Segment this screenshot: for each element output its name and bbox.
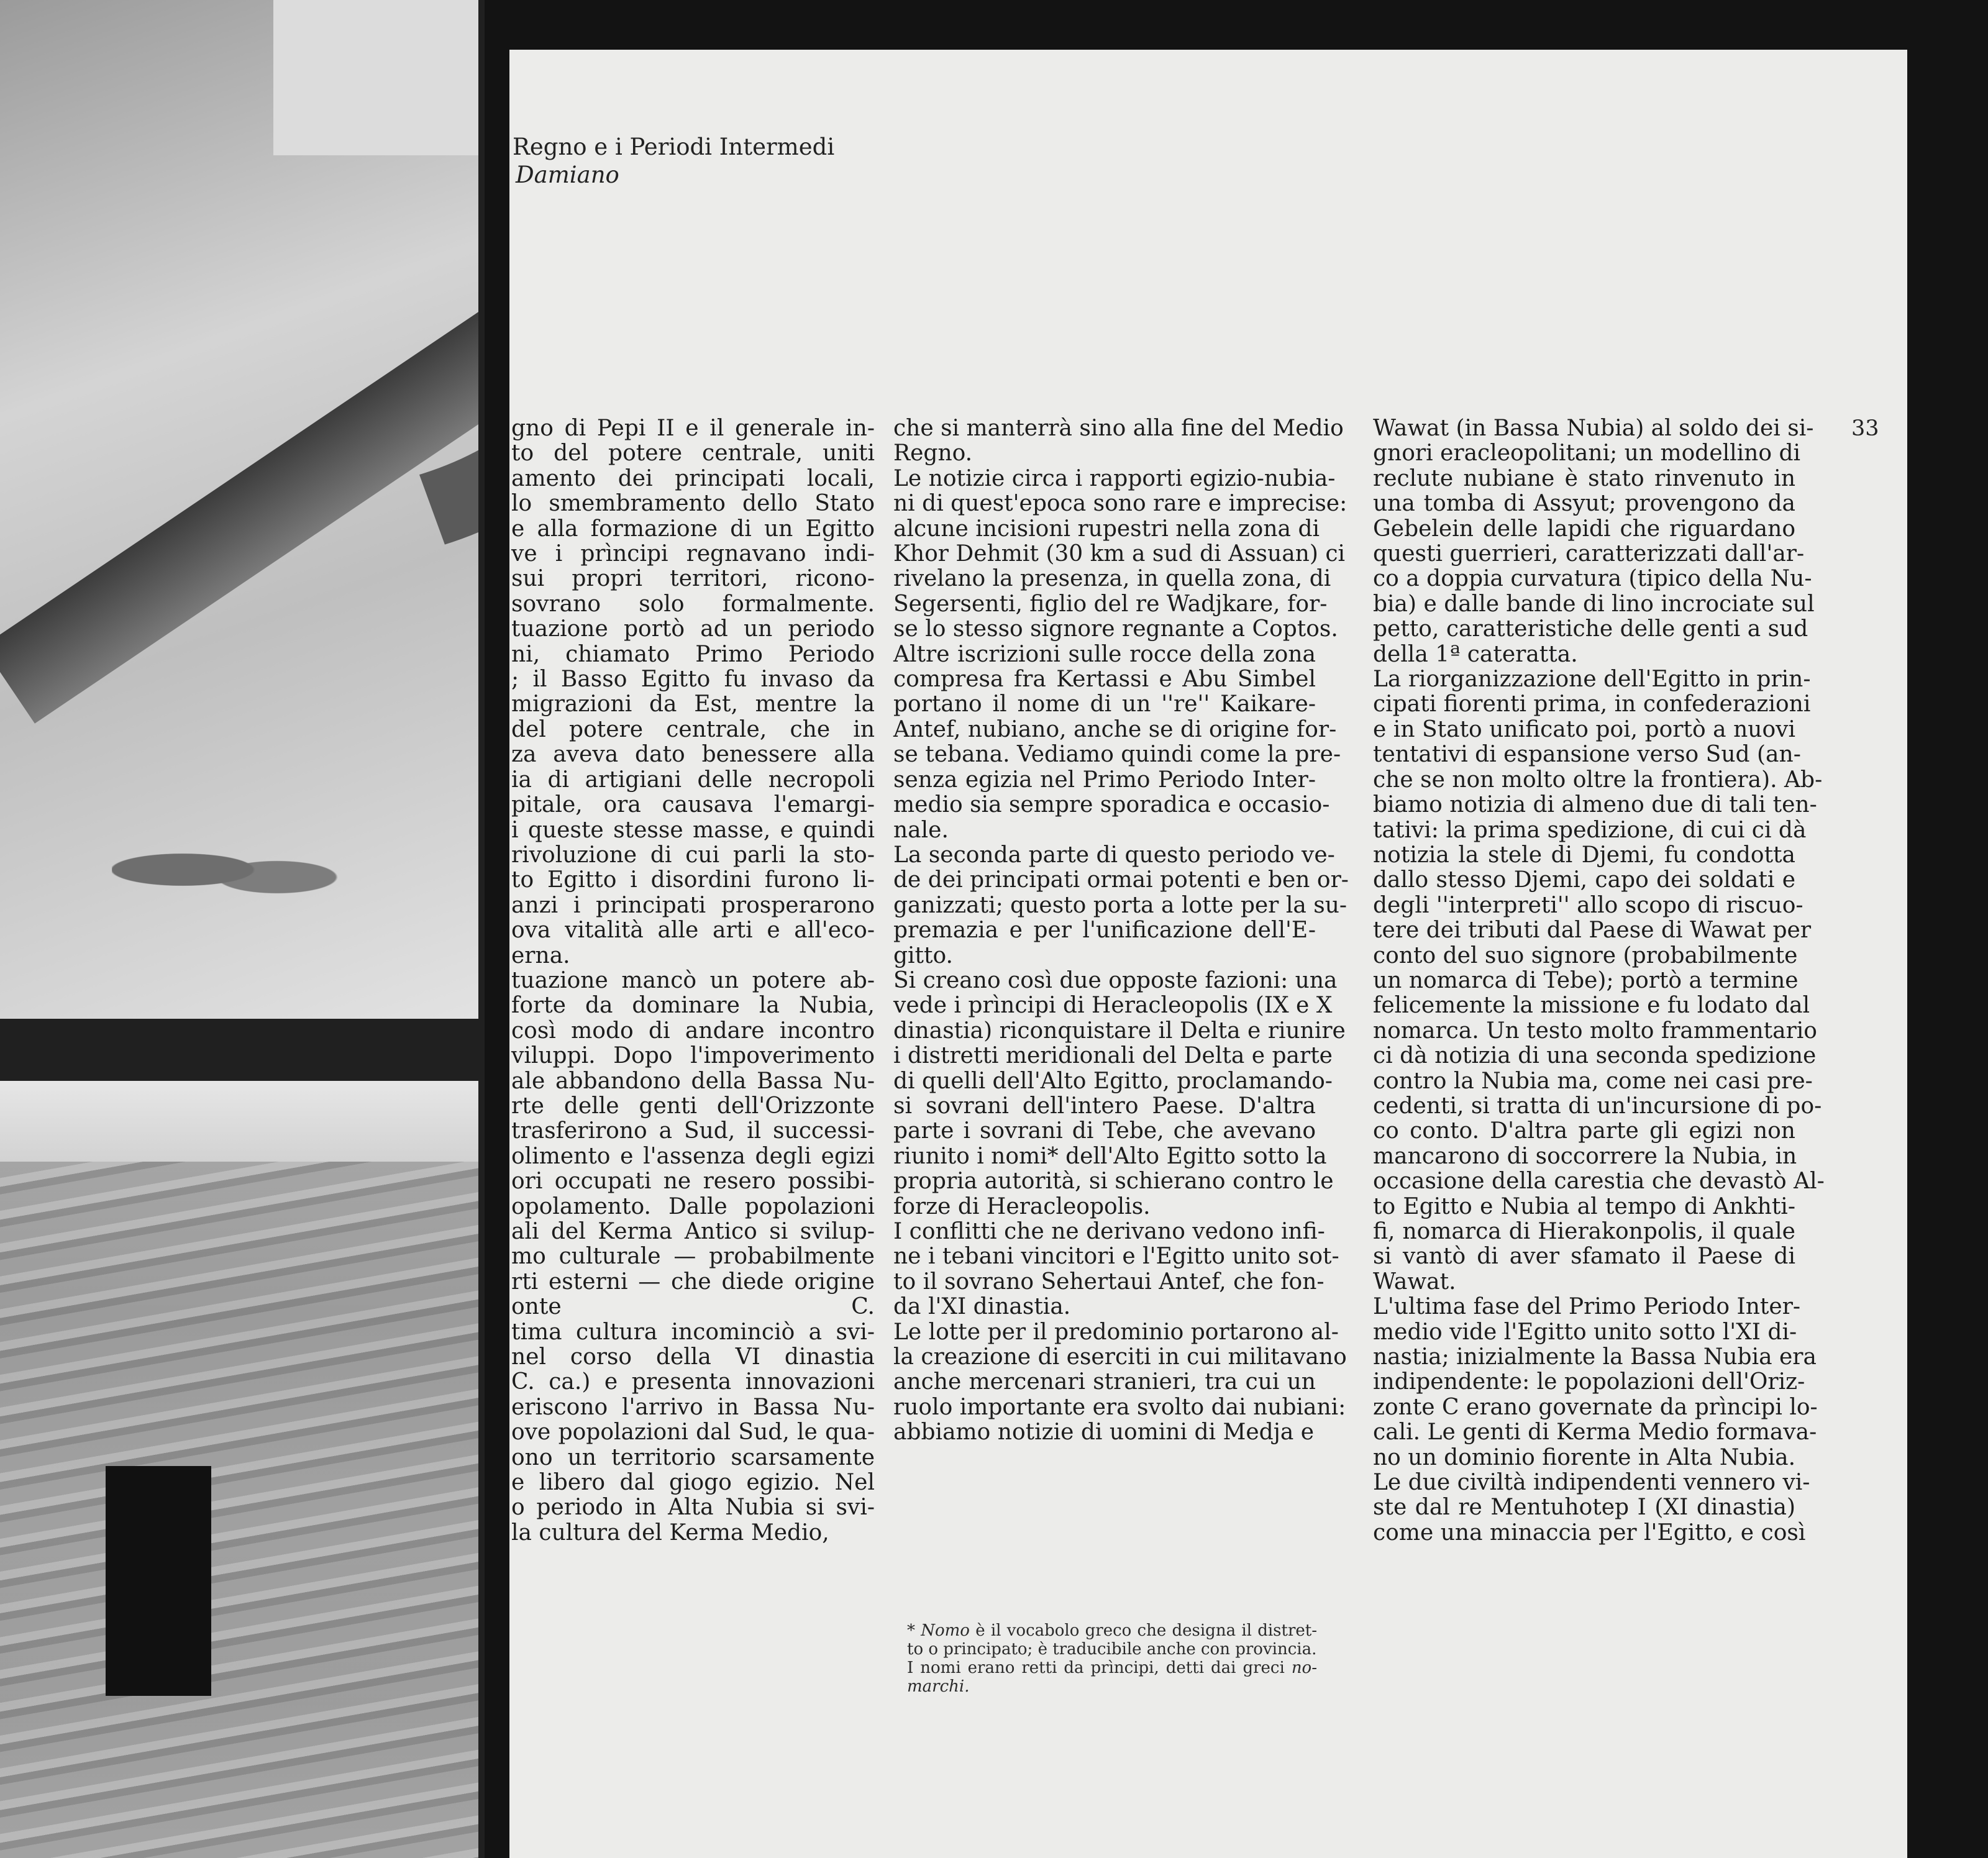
text-line: tima cultura incominciò a svi-: [511, 1319, 875, 1345]
text-line: Antef, nubiano, anche se di origine for-: [893, 716, 1337, 742]
text-line: i distretti meridionali del Delta e parte: [893, 1043, 1333, 1069]
text-line: cedenti, si tratta di un'incursione di po-: [1373, 1093, 1822, 1119]
text-line: opolamento. Dalle popolazioni: [511, 1193, 875, 1219]
text-line: ne i tebani vincitori e l'Egitto unito sot-: [893, 1244, 1339, 1270]
text-line: to Egitto e Nubia al tempo di Ankhti-: [1373, 1193, 1795, 1219]
text-line: rte delle genti dell'Orizzonte: [511, 1093, 875, 1119]
text-line: forze di Heracleopolis.: [893, 1193, 1151, 1219]
text-line: Gebelein delle lapidi che riguardano: [1373, 516, 1795, 542]
photo-arch-interior: [0, 0, 478, 1019]
text-line: ruolo importante era svolto dai nubiani:: [893, 1394, 1346, 1420]
text-line: sovrano solo formalmente.: [511, 591, 875, 617]
text-line: questi guerrieri, caratterizzati dall'ar-: [1373, 541, 1805, 567]
text-line: dallo stesso Djemi, capo dei soldati e: [1373, 867, 1795, 893]
text-line: * Nomo è il vocabolo greco che designa il distret-: [907, 1621, 1317, 1640]
text-line: anzi i principati prosperarono: [511, 892, 875, 918]
text-column-3: [1373, 416, 1825, 1546]
scattered-stones: [112, 832, 348, 907]
text-line: Si creano così due opposte fazioni: una: [893, 967, 1338, 993]
text-line: ale abbandono della Bassa Nu-: [511, 1068, 875, 1094]
text-line: si sovrani dell'intero Paese. D'altra: [893, 1093, 1316, 1119]
text-line: riunito i nomi* dell'Alto Egitto sotto la: [893, 1143, 1327, 1169]
text-line: la creazione di eserciti in cui militavano: [893, 1344, 1347, 1370]
text-line: rti esterni — che diede origine: [511, 1268, 875, 1295]
page-number: 33: [1851, 416, 1879, 441]
text-line: amento dei principati locali,: [511, 465, 875, 491]
text-line: che se non molto oltre la frontiera). Ab-: [1373, 767, 1823, 793]
text-line: Altre iscrizioni sulle rocce della zona: [893, 641, 1316, 667]
text-line: ia di artigiani delle necropoli: [511, 767, 875, 793]
text-line: ni di quest'epoca sono rare e imprecise:: [893, 491, 1347, 517]
rock-face: [0, 1162, 478, 1858]
left-page-photos: [0, 0, 485, 1858]
text-line: ove popolazioni dal Sud, le qua-: [511, 1419, 875, 1446]
text-line: lo smembramento dello Stato: [511, 491, 875, 517]
text-column-2: [893, 416, 1349, 1446]
text-line: mo culturale — probabilmente: [511, 1244, 875, 1270]
text-line: Le notizie circa i rapporti egizio-nubia-: [893, 465, 1336, 491]
text-line: nomarca. Un testo molto frammentario: [1373, 1018, 1817, 1044]
text-line: ali del Kerma Antico si svilup-: [511, 1219, 875, 1244]
text-line: to del potere centrale, uniti: [511, 440, 875, 467]
text-line: parte i sovrani di Tebe, che avevano: [893, 1118, 1316, 1144]
text-line: zonte C erano governate da prìncipi lo-: [1373, 1394, 1818, 1420]
text-line: e alla formazione di un Egitto: [511, 516, 875, 542]
text-line: da l'XI dinastia.: [893, 1294, 1071, 1320]
text-line: forte da dominare la Nubia,: [511, 993, 875, 1019]
text-line: ori occupati ne resero possibi-: [511, 1168, 875, 1195]
text-line: e in Stato unificato poi, portò a nuovi: [1373, 716, 1795, 742]
text-line: tuazione mancò un potere ab-: [511, 967, 875, 993]
text-line: come una minaccia per l'Egitto, e così: [1373, 1519, 1806, 1546]
text-line: co conto. D'altra parte gli egizi non: [1373, 1118, 1795, 1144]
text-line: rivelano la presenza, in quella zona, di: [893, 566, 1331, 592]
text-line: alcune incisioni rupestri nella zona di: [893, 516, 1320, 542]
text-line: i queste stesse masse, e quindi: [511, 817, 875, 843]
text-line: vede i prìncipi di Heracleopolis (IX e X: [893, 993, 1333, 1019]
text-line: senza egizia nel Primo Periodo Inter-: [893, 767, 1316, 793]
text-line: I nomi erano retti da prìncipi, detti dai greci no-: [907, 1659, 1317, 1677]
text-line: to il sovrano Sehertaui Antef, che fon-: [893, 1268, 1325, 1295]
text-line: della 1ª cateratta.: [1373, 641, 1578, 667]
text-line: ; il Basso Egitto fu invaso da: [511, 667, 875, 693]
text-line: Wawat.: [1373, 1268, 1456, 1295]
text-line: gno di Pepi II e il generale in-: [511, 416, 875, 441]
text-line: Le due civiltà indipendenti vennero vi-: [1373, 1470, 1810, 1496]
text-line: una tomba di Assyut; provengono da: [1373, 491, 1795, 517]
text-line: I conflitti che ne derivano vedono infi-: [893, 1219, 1325, 1244]
text-line: C. ca.) e presenta innovazioni: [511, 1369, 875, 1395]
tomb-doorway: [106, 1466, 211, 1696]
text-line: premazia e per l'unificazione dell'E-: [893, 918, 1316, 944]
text-line: fi, nomarca di Hierakonpolis, il quale: [1373, 1219, 1795, 1244]
text-line: biamo notizia di almeno due di tali ten-: [1373, 792, 1817, 818]
text-line: degli ''interpreti'' allo scopo di riscuo-: [1373, 892, 1803, 918]
text-line: to o principato; è traducibile anche con provincia.: [907, 1640, 1317, 1659]
text-line: pitale, ora causava l'emargi-: [511, 792, 875, 818]
text-line: dinastia) riconquistare il Delta e riunire: [893, 1018, 1346, 1044]
text-line: portano il nome di un ''re'' Kaikare-: [893, 691, 1316, 717]
text-line: che si manterrà sino alla fine del Medio: [893, 416, 1344, 441]
text-line: o periodo in Alta Nubia si svi-: [511, 1495, 875, 1521]
text-line: tentativi di espansione verso Sud (an-: [1373, 742, 1801, 768]
text-line: contro la Nubia ma, come nei casi pre-: [1373, 1068, 1813, 1094]
text-line: olimento e l'assenza degli egizi: [511, 1143, 875, 1169]
text-line: ve i prìncipi regnavano indi-: [511, 541, 875, 567]
text-column-1: [511, 416, 875, 1546]
text-line: compresa fra Kertassi e Abu Simbel: [893, 667, 1316, 693]
running-header-title: Regno e i Periodi Intermedi: [513, 134, 835, 160]
text-line: tere dei tributi dal Paese di Wawat per: [1373, 918, 1812, 944]
text-line: indipendente: le popolazioni dell'Oriz-: [1373, 1369, 1805, 1395]
text-line: marchi.: [907, 1677, 970, 1696]
text-line: petto, caratteristiche delle genti a sud: [1373, 616, 1808, 642]
text-line: occasione della carestia che devastò Al-: [1373, 1168, 1825, 1195]
text-line: ni, chiamato Primo Periodo: [511, 641, 875, 667]
text-line: La seconda parte di questo periodo ve-: [893, 842, 1335, 868]
book-page: [509, 50, 1907, 1858]
text-line: no un dominio fiorente in Alta Nubia.: [1373, 1444, 1796, 1470]
text-line: gitto.: [893, 942, 953, 968]
text-line: erna.: [511, 942, 570, 968]
text-line: ci dà notizia di una seconda spedizione: [1373, 1043, 1817, 1069]
text-line: trasferirono a Sud, il successi-: [511, 1118, 875, 1144]
text-line: L'ultima fase del Primo Periodo Inter-: [1373, 1294, 1801, 1320]
text-line: ste dal re Mentuhotep I (XI dinastia): [1373, 1495, 1795, 1521]
text-line: un nomarca di Tebe); portò a termine: [1373, 967, 1799, 993]
text-line: nel corso della VI dinastia: [511, 1344, 875, 1370]
text-line: cali. Le genti di Kerma Medio formava-: [1373, 1419, 1817, 1446]
text-line: eriscono l'arrivo in Bassa Nu-: [511, 1394, 875, 1420]
text-line: ono un territorio scarsamente: [511, 1444, 875, 1470]
text-line: tuazione portò ad un periodo: [511, 616, 875, 642]
text-line: mancarono di soccorrere la Nubia, in: [1373, 1143, 1797, 1169]
text-line: Regno.: [893, 440, 973, 467]
text-line: Segersenti, figlio del re Wadjkare, for-: [893, 591, 1328, 617]
text-line: nastia; inizialmente la Bassa Nubia era: [1373, 1344, 1817, 1370]
text-line: bia) e dalle bande di lino incrociate sul: [1373, 591, 1815, 617]
text-line: medio vide l'Egitto unito sotto l'XI di-: [1373, 1319, 1797, 1345]
text-line: cipati fiorenti prima, in confederazioni: [1373, 691, 1811, 717]
text-line: reclute nubiane è stato rinvenuto in: [1373, 465, 1795, 491]
text-line: de dei principati ormai potenti e ben or-: [893, 867, 1349, 893]
text-line: co a doppia curvatura (tipico della Nu-: [1373, 566, 1812, 592]
text-line: e libero dal giogo egizio. Nel: [511, 1470, 875, 1496]
text-line: to Egitto i disordini furono li-: [511, 867, 875, 893]
text-line: anche mercenari stranieri, tra cui un: [893, 1369, 1316, 1395]
running-header-author: Damiano: [516, 162, 619, 188]
photo-rock-tomb: [0, 1081, 478, 1858]
text-line: za aveva dato benessere alla: [511, 742, 875, 768]
text-line: si vantò di aver sfamato il Paese di: [1373, 1244, 1795, 1270]
text-line: notizia la stele di Djemi, fu condotta: [1373, 842, 1795, 868]
text-line: sui propri territori, ricono-: [511, 566, 875, 592]
text-line: nale.: [893, 817, 949, 843]
text-line: di quelli dell'Alto Egitto, proclamando-: [893, 1068, 1333, 1094]
text-line: ganizzati; questo porta a lotte per la su-: [893, 892, 1347, 918]
text-line: migrazioni da Est, mentre la: [511, 691, 875, 717]
text-line: Wawat (in Bassa Nubia) al soldo dei si-: [1373, 416, 1814, 441]
text-line: rivoluzione di cui parli la sto-: [511, 842, 875, 868]
text-line: felicemente la missione e fu lodato dal: [1373, 993, 1810, 1019]
text-line: così modo di andare incontro: [511, 1018, 875, 1044]
text-line: se tebana. Vediamo quindi come la pre-: [893, 742, 1341, 768]
text-line: viluppi. Dopo l'impoverimento: [511, 1043, 875, 1069]
text-line: la cultura del Kerma Medio,: [511, 1519, 829, 1546]
text-line: onte C.: [511, 1294, 875, 1320]
text-line: medio sia sempre sporadica e occasio-: [893, 792, 1330, 818]
text-line: Le lotte per il predominio portarono al-: [893, 1319, 1339, 1345]
text-line: La riorganizzazione dell'Egitto in prin-: [1373, 667, 1811, 693]
text-line: propria autorità, si schierano contro le: [893, 1168, 1334, 1195]
text-line: conto del suo signore (probabilmente: [1373, 942, 1798, 968]
text-line: se lo stesso signore regnante a Coptos.: [893, 616, 1338, 642]
text-line: Khor Dehmit (30 km a sud di Assuan) ci: [893, 541, 1346, 567]
text-line: del potere centrale, che in: [511, 716, 875, 742]
text-line: ova vitalità alle arti e all'eco-: [511, 918, 875, 944]
footnote: [907, 1621, 1317, 1696]
text-line: tativi: la prima spedizione, di cui ci dà: [1373, 817, 1807, 843]
text-line: abbiamo notizie di uomini di Medja e: [893, 1419, 1315, 1446]
text-line: gnori eracleopolitani; un modellino di: [1373, 440, 1801, 467]
